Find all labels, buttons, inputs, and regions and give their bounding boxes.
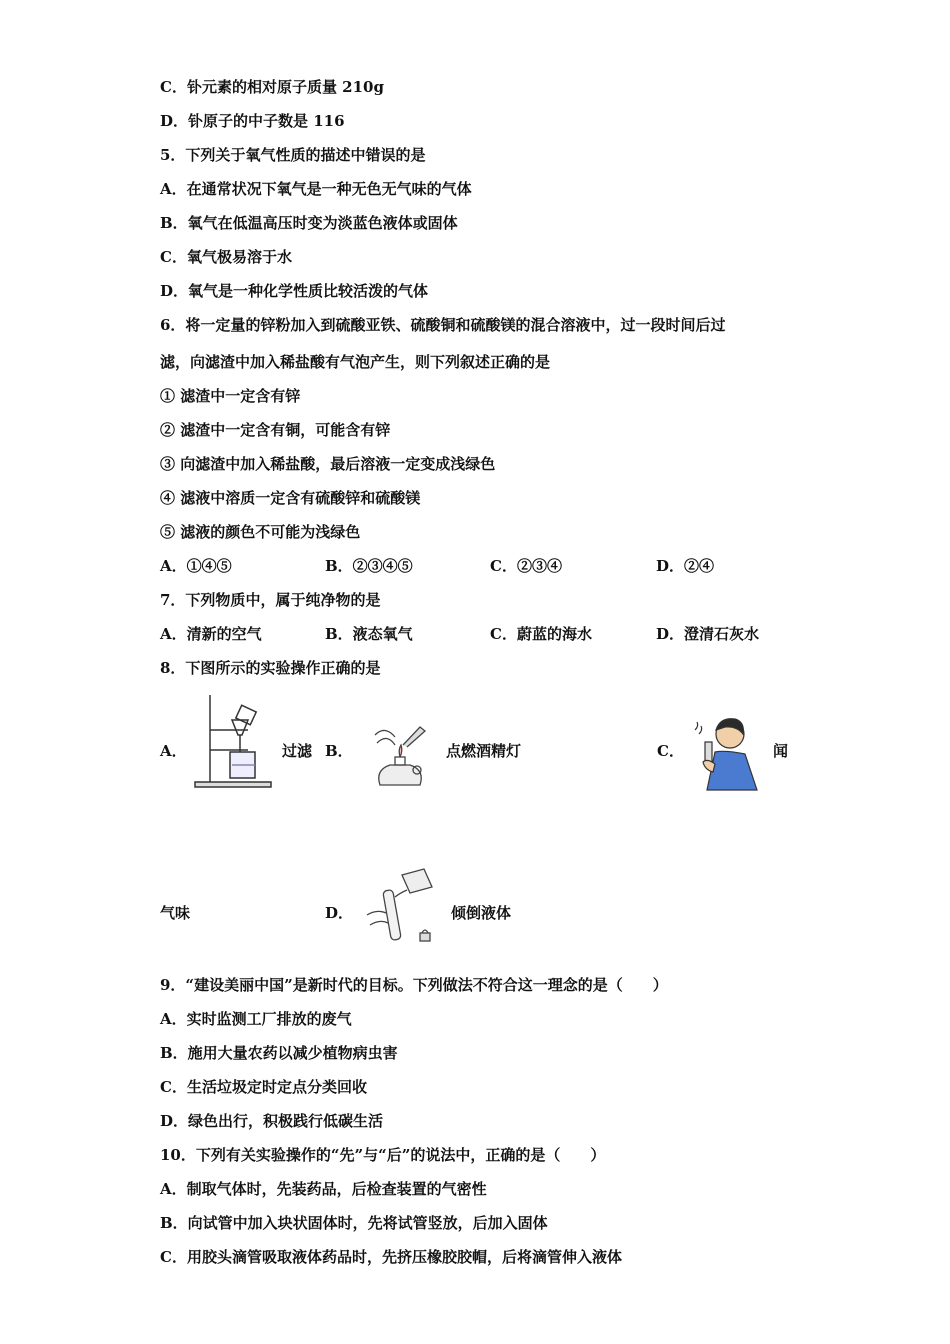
q7-option-b: B．液态氧气 xyxy=(325,625,413,643)
q8-option-c-text: 闻 xyxy=(773,742,789,760)
q4-option-c: C．钋元素的相对原子质量 210g xyxy=(160,78,384,96)
q10-option-b: B．向试管中加入块状固体时，先将试管竖放，后加入固体 xyxy=(160,1214,548,1232)
question-10: 10．下列有关实验操作的“先”与“后”的说法中，正确的是（ ） xyxy=(160,1146,606,1164)
pouring-liquid-figure xyxy=(362,865,442,947)
q6-statement-4: ④ 滤液中溶质一定含有硫酸锌和硫酸镁 xyxy=(160,489,421,507)
q6-option-c: C．②③④ xyxy=(490,557,562,575)
q9-option-a: A．实时监测工厂排放的废气 xyxy=(160,1010,352,1028)
q6-statement-2: ② 滤渣中一定含有铜，可能含有锌 xyxy=(160,421,391,439)
filtration-figure xyxy=(190,690,280,790)
q8-option-b-text: 点燃酒精灯 xyxy=(446,742,522,760)
question-9: 9．“建设美丽中国”是新时代的目标。下列做法不符合这一理念的是（ ） xyxy=(160,976,668,994)
q8-option-a-text: 过滤 xyxy=(282,742,313,760)
q8-option-c-label: C． xyxy=(657,742,684,760)
q5-option-a: A．在通常状况下氧气是一种无色无气味的气体 xyxy=(160,180,472,198)
q9-option-b: B．施用大量农药以减少植物病虫害 xyxy=(160,1044,398,1062)
q6-option-b: B．②③④⑤ xyxy=(325,557,413,575)
question-7: 7．下列物质中，属于纯净物的是 xyxy=(160,591,381,609)
q9-option-c: C．生活垃圾定时定点分类回收 xyxy=(160,1078,367,1096)
q9-option-d: D．绿色出行，积极践行低碳生活 xyxy=(160,1112,384,1130)
q10-option-c: C．用胶头滴管吸取液体药品时，先挤压橡胶胶帽，后将滴管伸入液体 xyxy=(160,1248,622,1266)
q6-option-a: A．①④⑤ xyxy=(160,557,232,575)
q8-option-a-label: A． xyxy=(160,742,187,760)
q6-statement-3: ③ 向滤渣中加入稀盐酸，最后溶液一定变成浅绿色 xyxy=(160,455,496,473)
smelling-figure xyxy=(685,712,765,792)
q6-statement-1: ① 滤渣中一定含有锌 xyxy=(160,387,301,405)
q6-statement-5: ⑤ 滤液的颜色不可能为浅绿色 xyxy=(160,523,361,541)
q5-option-b: B．氧气在低温高压时变为淡蓝色液体或固体 xyxy=(160,214,458,232)
alcohol-lamp-figure xyxy=(365,715,440,790)
q8-option-d-text: 倾倒液体 xyxy=(451,904,512,922)
q7-option-a: A．清新的空气 xyxy=(160,625,262,643)
question-6-line1: 6．将一定量的锌粉加入到硫酸亚铁、硫酸铜和硫酸镁的混合溶液中，过一段时间后过 xyxy=(160,316,726,334)
q8-option-d-label: D． xyxy=(325,904,354,922)
question-8: 8．下图所示的实验操作正确的是 xyxy=(160,659,381,677)
q10-option-a: A．制取气体时，先装药品，后检查装置的气密性 xyxy=(160,1180,487,1198)
q6-option-d: D．②④ xyxy=(656,557,715,575)
q5-option-c: C．氧气极易溶于水 xyxy=(160,248,292,266)
q7-option-d: D．澄清石灰水 xyxy=(656,625,760,643)
question-6-line2: 滤，向滤渣中加入稀盐酸有气泡产生，则下列叙述正确的是 xyxy=(160,353,551,371)
q8-option-c-text-cont: 气味 xyxy=(160,904,191,922)
q4-option-d: D．钋原子的中子数是 116 xyxy=(160,112,345,130)
q7-option-c: C．蔚蓝的海水 xyxy=(490,625,592,643)
q8-option-b-label: B． xyxy=(325,742,353,760)
q5-option-d: D．氧气是一种化学性质比较活泼的气体 xyxy=(160,282,429,300)
question-5: 5．下列关于氧气性质的描述中错误的是 xyxy=(160,146,426,164)
